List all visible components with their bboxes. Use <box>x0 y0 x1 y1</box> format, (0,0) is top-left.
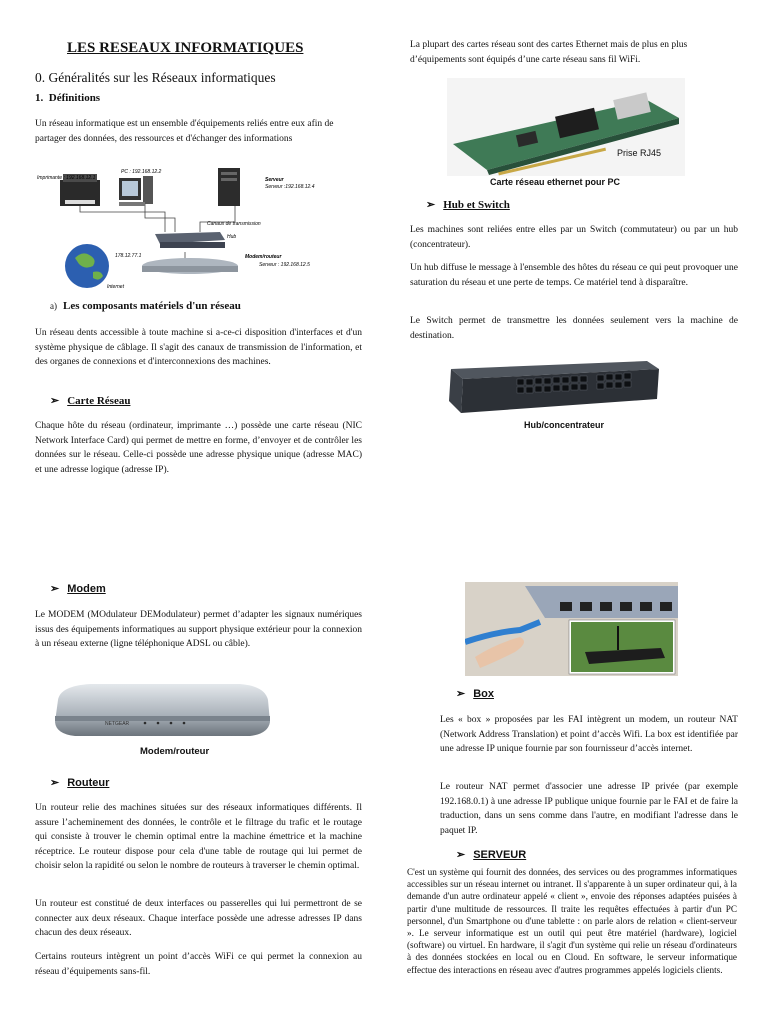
page-title: LES RESEAUX INFORMATIQUES <box>67 40 304 56</box>
label-modem-ip: Serveur : 192.168.12.5 <box>259 262 310 268</box>
arrow-bullet-icon: ➢ <box>456 688 466 700</box>
subsection-a-text: Les composants matériels d'un réseau <box>63 300 241 312</box>
hub-paragraph-1: Les machines sont reliées entre elles par un Switch (commutateur) ou par un hub (concentrateur). <box>410 225 738 250</box>
arrow-bullet-icon: ➢ <box>426 199 436 211</box>
hub-switch-heading: ➢ Hub et Switch <box>426 199 510 211</box>
routeur-paragraph-1: Un routeur relie des machines situées sur des réseaux informatiques différents. Il assure l’acheminement des données, le contrôle et le filtrage du trafic et le routage qui consiste à trouver le chemin optimal entre la machine émettrice et la machine réceptrice. Le routeur dispose pour cela d'une table de routage qui lui permet de choisir selon la rapidité ou selon le nombre de routeurs à traverser le chemin optimal. <box>35 803 362 871</box>
serveur-paragraph: C'est un système qui fournit des données, des services ou des programmes informatiques accessibles sur un réseau internet ou intranet. Il s'apparente à un super ordinateur qui, à la demande d'un autre ordinateur appelé « client », envoie des réponses adaptées puisées à partir d'une multitude de ressources. Il traite les requêtes effectuées à partir d'un PC personnel, d'un Smartphone ou d'une tablette : on parle alors de relation « client-serveur ». Le serveur informatique est un outil qui peut être matériel (hardware), logiciel (software) ou virtuel. En hardware, il s'agit d'un système qui relie un réseau d'ordinateurs à des données stockées en local ou en Cloud. En software, le serveur informatique effectue des interactions en réseau avec d'autres programmes appelés logiciels clients. <box>407 867 737 975</box>
hub-paragraph-3: Le Switch permet de transmettre les données seulement vers la machine de destination. <box>410 316 738 341</box>
routeur-heading: ➢ Routeur <box>50 777 110 789</box>
section-0-number: 0. <box>35 70 46 85</box>
box-cable-image <box>465 582 678 676</box>
label-internet-ip: 178.12.77.1 <box>115 253 142 259</box>
modem-caption: Modem/routeur <box>140 746 210 757</box>
computer-icon <box>119 176 153 206</box>
label-hub: Hub <box>227 234 237 240</box>
label-imprimante: Imprimante : 192.168.12.1 <box>37 175 96 181</box>
section-1-number: 1. <box>35 92 44 104</box>
composants-paragraph: Un réseau dents accessible à toute machine si a-ce-ci disposition d'interfaces et d'un système physique de câblage. Il s'agit des canaux de transmission de l'information, et des organes de connexions et d'interconnexions des machines. <box>35 328 362 367</box>
arrow-bullet-icon: ➢ <box>50 777 60 789</box>
network-diagram <box>35 162 335 296</box>
carte-caption: Carte réseau ethernet pour PC <box>490 177 621 187</box>
box-paragraph-2: Le routeur NAT permet d'associer une adresse IP privée (par exemple 192.168.0.1) à une adresse IP publique unique fournie par le FAI et de faire la traduction, dans un sens comme dans l'autre, en modifiant l'adresse dans le paquet IP. <box>440 782 738 836</box>
definition-paragraph: Un réseau informatique est un ensemble d'équipements reliés entre eux afin de partager des données, des ressources et d'échanger des informations <box>35 119 334 144</box>
arrow-bullet-icon: ➢ <box>50 583 60 595</box>
modem-heading: ➢ Modem <box>50 583 106 595</box>
box-heading: ➢ Box <box>456 688 494 700</box>
label-canaux: Canaux de transmission <box>207 221 261 227</box>
modem-image <box>50 680 275 742</box>
network-card-image <box>447 78 685 176</box>
prise-rj45-label: Prise RJ45 <box>617 148 662 158</box>
section-0-heading <box>35 70 276 86</box>
modem-brand: NETGEAR <box>105 721 130 727</box>
globe-icon <box>65 244 109 288</box>
arrow-bullet-icon: ➢ <box>50 395 60 407</box>
carte-reseau-heading: ➢ Carte Réseau <box>50 395 131 407</box>
section-0-text: Généralités sur les Réseaux informatiques <box>48 70 276 85</box>
label-modem-title: Modem/routeur <box>245 254 282 260</box>
hub-icon <box>155 232 225 248</box>
label-serveur-title: Serveur <box>265 177 284 183</box>
label-serveur-ip: Serveur :192.168.12.4 <box>265 184 315 190</box>
hub-image <box>447 355 662 420</box>
hub-paragraph-2: Un hub diffuse le message à l'ensemble des hôtes du réseau ce qui peut provoquer une saturation du réseau et une perte de temps. Ce matériel tend à disparaître. <box>410 263 738 288</box>
section-1-text: Définitions <box>48 92 101 104</box>
subsection-a-label: a) <box>50 301 57 311</box>
server-icon <box>218 168 240 206</box>
box-paragraph-1: Les « box » proposées par les FAI intègrent un modem, un routeur NAT (Network Address Translation) et point d’accès Wifi. La box est identifiée par une adresse IP unique fournie par son fournisseur d’accès internet. <box>440 715 738 754</box>
cartes-ethernet-paragraph: La plupart des cartes réseau sont des cartes Ethernet mais de plus en plus d’équipements sont équipés d’une carte réseau sans fil WiFi. <box>410 40 688 65</box>
modem-paragraph: Le MODEM (MOdulateur DEModulateur) permet d’adapter les signaux numériques issus des équipements informatiques au support physique extérieur pour la connexion à un réseau externe (ligne téléphonique ADSL ou câble). <box>35 610 362 649</box>
hub-caption: Hub/concentrateur <box>524 420 605 430</box>
subsection-a-heading <box>50 300 241 312</box>
routeur-paragraph-2: Un routeur est constitué de deux interfaces ou passerelles qui lui permettront de se connecter aux deux réseaux. Chaque interface possède une adresse adresses IP dans chacun des deux réseaux. <box>35 899 362 938</box>
modem-icon <box>142 258 238 274</box>
serveur-heading: ➢ SERVEUR <box>456 849 527 861</box>
routeur-paragraph-3: Certains routeurs intègrent un point d’accès WiFi ce qui permet la connexion au réseau d’équipements sans-fil. <box>35 952 362 977</box>
label-pc: PC : 192.168.12.2 <box>121 169 162 175</box>
label-internet: Internet <box>107 284 124 290</box>
carte-reseau-paragraph: Chaque hôte du réseau (ordinateur, imprimante …) possède une carte réseau (NIC Network Interface Card) qui permet de mettre en forme, d’envoyer et de contrôler les données sur le réseau. Celle-ci possède une adresse physique unique (adresse MAC) et une adresse logique (adresse IP). <box>35 421 362 475</box>
section-1-heading <box>35 92 100 104</box>
arrow-bullet-icon: ➢ <box>456 849 466 861</box>
